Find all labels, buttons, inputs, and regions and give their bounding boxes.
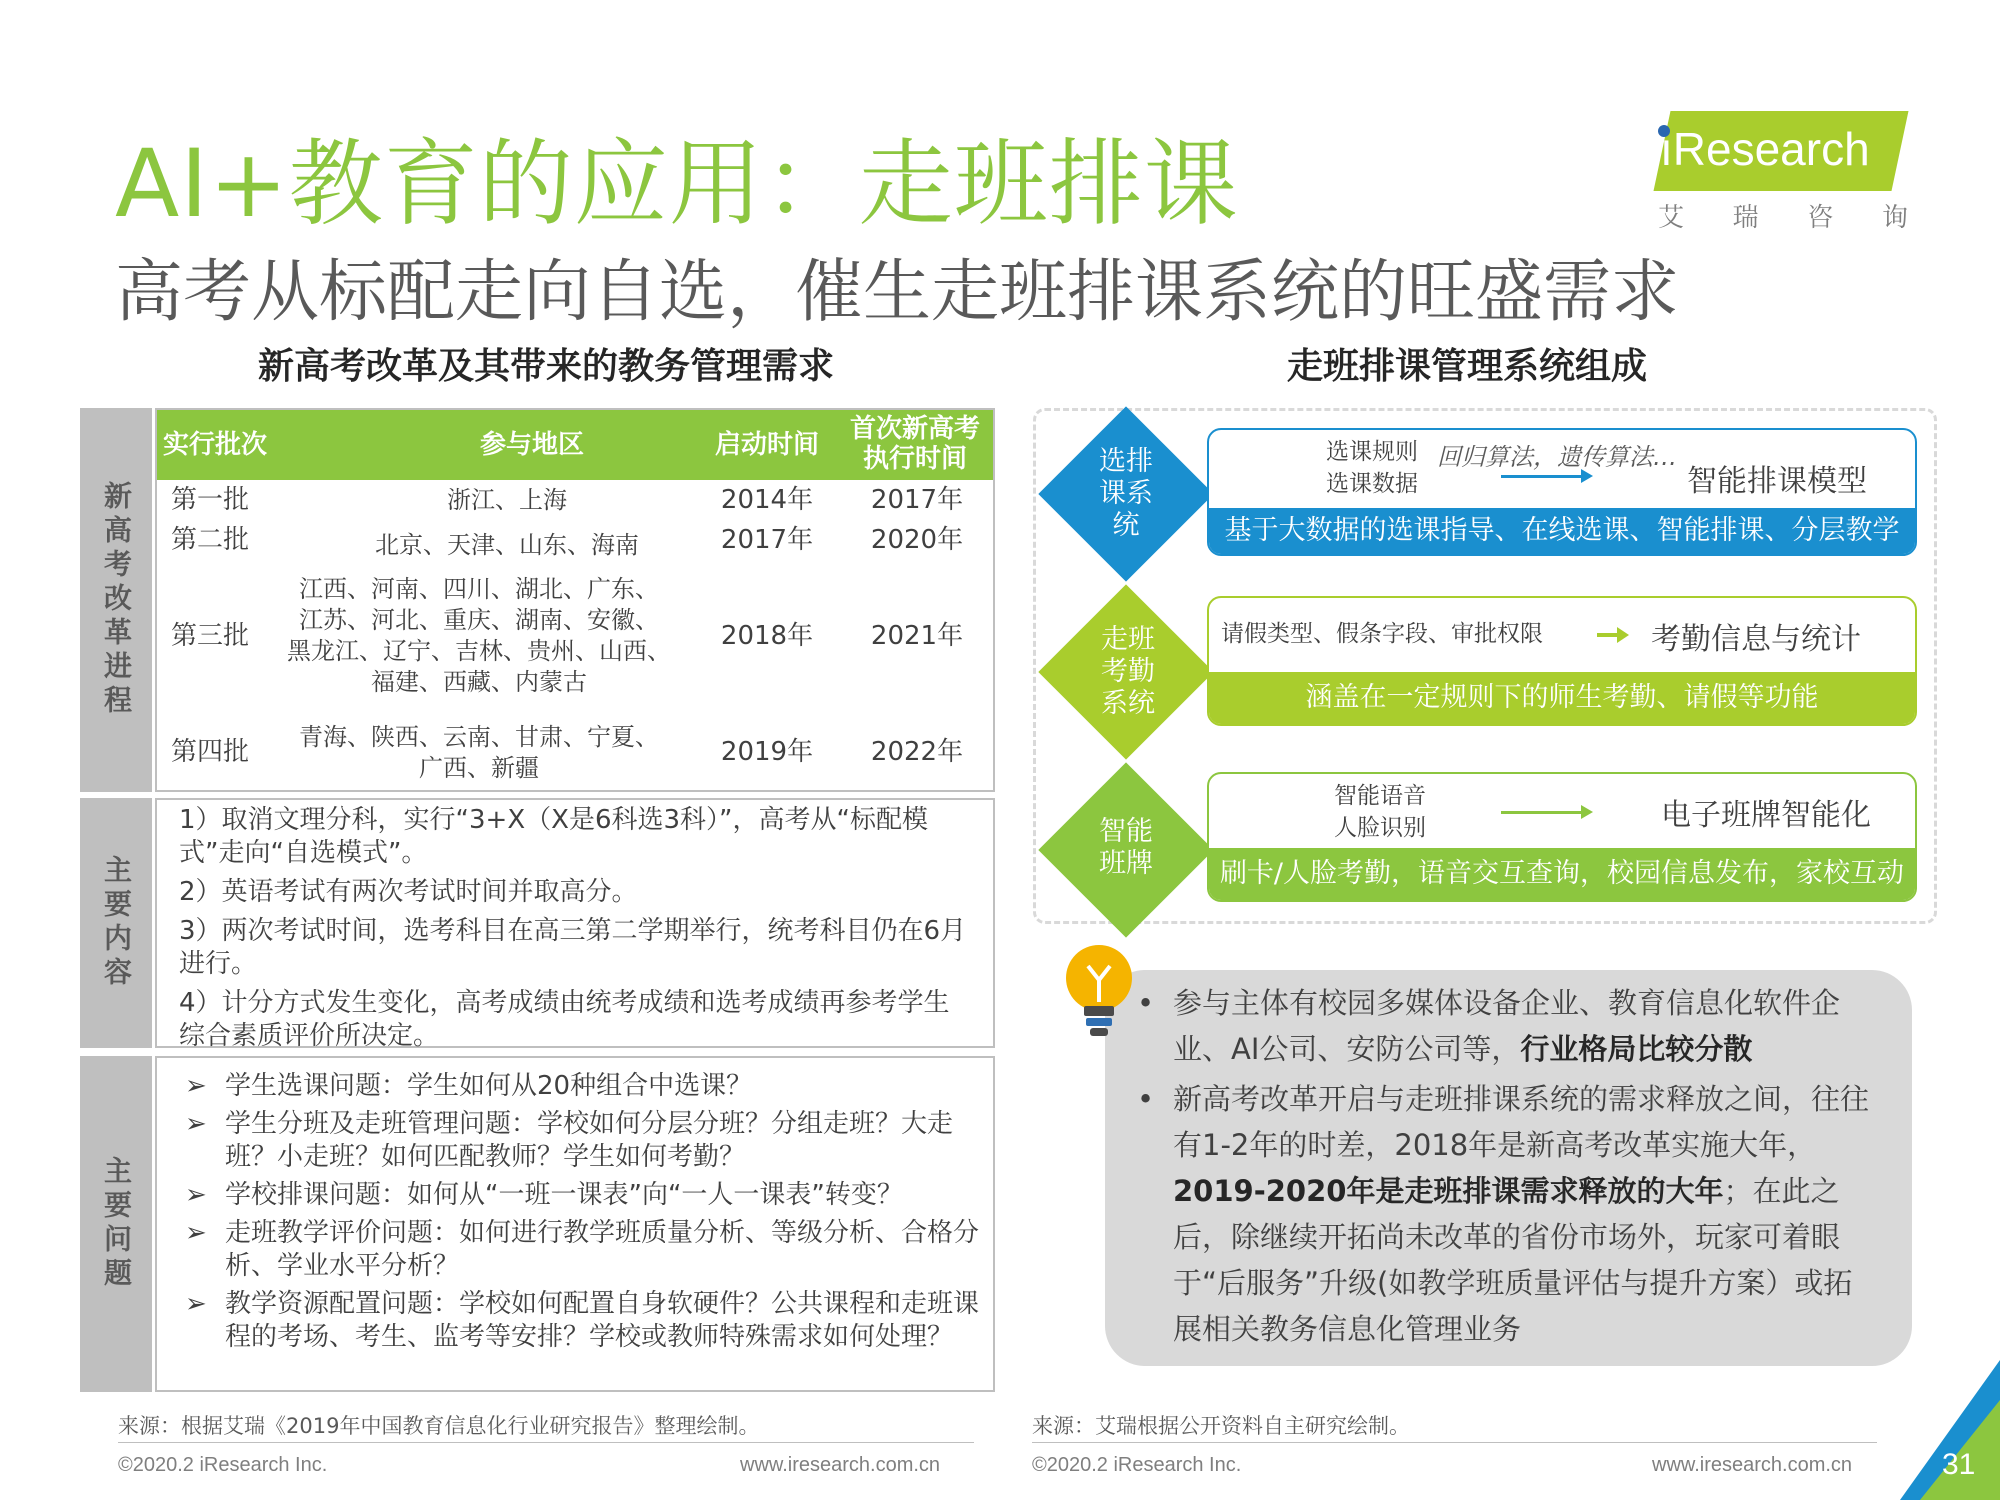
logo-cn-text: 艾 瑞 咨 询: [1658, 203, 1908, 233]
main-problems-box: [155, 1056, 995, 1392]
system-bar: 刷卡/人脸考勤，语音交互查询，校园信息发布，家校互动: [1209, 848, 1915, 900]
footer-copyright-right: ©2020.2 iResearch Inc.: [1032, 1454, 1242, 1476]
problem-item: ➢ 学生分班及走班管理问题：学校如何分层分班？分组走班？大走班？小走班？如何匹配教师？学生如何考勤？: [185, 1109, 954, 1172]
table-cell-first: 2017年: [870, 485, 964, 515]
th-first-exam: 首次新高考 执行时间: [849, 414, 980, 474]
problem-item: ➢ 学生选课问题：学生如何从20种组合中选课？: [185, 1071, 753, 1101]
insight-item: • 参与主体有校园多媒体设备企业、教育信息化软件企业、AI公司、安防公司等，行业格局比较分散: [1173, 980, 1872, 1072]
table-cell-start: 2017年: [720, 525, 814, 555]
side-label-main-problems: 主要问题: [80, 1056, 152, 1392]
side-label-main-content: 主要内容: [80, 798, 152, 1048]
problem-item: ➢ 学校排课问题：如何从“一班一课表”向“一人一课表”转变？: [185, 1180, 903, 1210]
logo-text: ıResearch: [1660, 123, 1870, 175]
corner-decoration: [1880, 1360, 2000, 1500]
table-cell-start: 2014年: [720, 485, 814, 515]
table-cell-start: 2019年: [720, 737, 814, 767]
system-name-attendance: 走班 考勤 系统: [1101, 624, 1155, 719]
th-regions: 参与地区: [479, 430, 584, 460]
footer-divider-left: [118, 1442, 974, 1443]
page-subtitle: 高考从标配走向自选，催生走班排课系统的旺盛需求: [115, 253, 1680, 332]
system-output: 电子班牌智能化: [1661, 798, 1871, 833]
table-cell-regions: 江西、河南、四川、湖北、广东、 江苏、河北、重庆、湖南、安徽、 黑龙江、辽宁、吉林、贵州、山西、 福建、西藏、内蒙古: [287, 575, 671, 696]
system-box-attendance: [1207, 596, 1917, 726]
side-label-reform-progress: 新高考改革进程: [80, 408, 152, 792]
arrow-right-icon: [1501, 475, 1583, 478]
system-output: 考勤信息与统计: [1651, 622, 1861, 657]
table-cell-regions: 北京、天津、山东、海南: [375, 531, 639, 559]
page-number: 31: [1942, 1448, 1976, 1481]
table-cell-regions: 浙江、上海: [447, 486, 567, 514]
insight-item: • 新高考改革开启与走班排课系统的需求释放之间，往往有1-2年的时差，2018年是新高考改革实施大年，2019-2020年是走班排课需求释放的大年；在此之后，除继续开拓尚未改革的省份市场外，玩家可着眼于“后服务”升级(如教学班质量评估与提升方案）或拓展相关教务信息化管理业务: [1173, 1076, 1872, 1352]
lightbulb-icon: [1062, 944, 1136, 1044]
table-cell-batch: 第四批: [171, 737, 250, 767]
arrow-right-icon: [1597, 633, 1619, 637]
system-inputs: 智能语音 人脸识别: [1334, 783, 1426, 841]
arrow-bullet-icon: ➢: [185, 1180, 207, 1210]
system-output: 智能排课模型: [1687, 464, 1867, 499]
arrow-bullet-icon: ➢: [185, 1289, 207, 1319]
system-method: 回归算法，遗传算法…: [1437, 443, 1677, 471]
th-start: 启动时间: [714, 430, 819, 460]
left-source-note: 来源：根据艾瑞《2019年中国教育信息化行业研究报告》整理绘制。: [118, 1414, 760, 1438]
system-bar: 基于大数据的选课指导、在线选课、智能排课、分层教学: [1209, 508, 1915, 554]
table-cell-first: 2020年: [870, 525, 964, 555]
system-name-course-selection: 选排 课系 统: [1099, 446, 1153, 541]
bullet-dot-icon: •: [1137, 986, 1155, 1020]
system-name-class-board: 智能 班牌: [1099, 816, 1153, 879]
footer-url-right[interactable]: www.iresearch.com.cn: [1652, 1454, 1853, 1476]
right-source-note: 来源：艾瑞根据公开资料自主研究绘制。: [1032, 1414, 1410, 1438]
content-item: 4）计分方式发生变化，高考成绩由统考成绩和选考成绩再参考学生综合素质评价所决定。: [179, 988, 950, 1051]
content-item: 2）英语考试有两次考试时间并取高分。: [179, 877, 638, 907]
table-cell-first: 2021年: [870, 621, 964, 651]
table-header-row: [157, 410, 993, 480]
table-cell-start: 2018年: [720, 621, 814, 651]
system-box-class-board: [1207, 772, 1917, 902]
insight-box: [1105, 970, 1912, 1366]
system-bar: 涵盖在一定规则下的师生考勤、请假等功能: [1209, 672, 1915, 724]
arrow-right-icon: [1501, 811, 1583, 814]
main-content-box: [155, 798, 995, 1051]
footer-url-left[interactable]: www.iresearch.com.cn: [740, 1454, 941, 1476]
table-cell-regions: 青海、陕西、云南、甘肃、宁夏、 广西、新疆: [299, 723, 659, 782]
arrow-bullet-icon: ➢: [185, 1071, 207, 1101]
th-batch: 实行批次: [163, 430, 268, 460]
system-box-course-selection: [1207, 428, 1917, 556]
bullet-dot-icon: •: [1137, 1082, 1155, 1116]
arrow-bullet-icon: ➢: [185, 1218, 207, 1248]
table-cell-first: 2022年: [870, 737, 964, 767]
footer-divider-right: [1032, 1442, 1877, 1443]
problem-item: ➢ 走班教学评价问题：如何进行教学班质量分析、等级分析、合格分析、学业水平分析？: [185, 1218, 980, 1281]
footer-copyright-left: ©2020.2 iResearch Inc.: [118, 1454, 328, 1476]
table-cell-batch: 第一批: [171, 485, 250, 515]
content-item: 1）取消文理分科，实行“3+X（X是6科选3科）”，高考从“标配模式”走向“自选模式”。: [179, 805, 928, 868]
iresearch-logo: [1650, 105, 1910, 233]
content-item: 3）两次考试时间，选考科目在高三第二学期举行，统考科目仍在6月进行。: [179, 916, 967, 979]
system-inputs: 请假类型、假条字段、审批权限: [1221, 621, 1543, 647]
table-cell-batch: 第三批: [171, 621, 250, 651]
reform-table: [155, 408, 995, 792]
left-section-title: 新高考改革及其带来的教务管理需求: [258, 346, 835, 387]
arrow-bullet-icon: ➢: [185, 1109, 207, 1139]
system-inputs: 选课规则 选课数据: [1326, 439, 1418, 497]
page-title: AI+教育的应用：走班排课: [115, 130, 1239, 239]
right-section-title: 走班排课管理系统组成: [1287, 346, 1648, 387]
table-cell-batch: 第二批: [171, 525, 250, 555]
problem-item: ➢ 教学资源配置问题：学校如何配置自身软硬件？公共课程和走班课程的考场、考生、监考等安排？学校或教师特殊需求如何处理？: [185, 1289, 980, 1352]
